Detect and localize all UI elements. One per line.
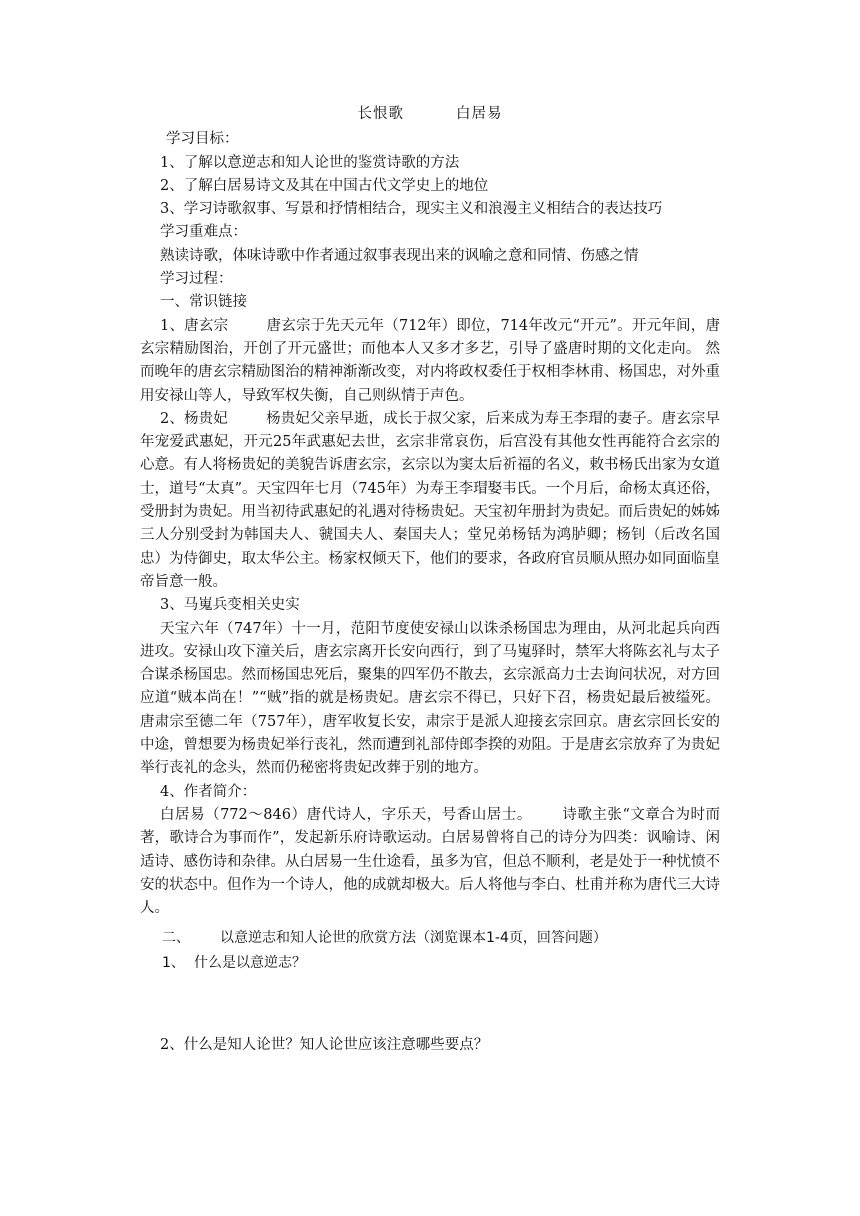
poem-author: 白居易 [456, 106, 503, 122]
question-2: 2、什么是知人论世？知人论世应该注意哪些要点？ [160, 1037, 489, 1054]
item4-text [140, 804, 720, 920]
page-title [140, 103, 720, 126]
section1-heading: 一、常识链接 [160, 294, 247, 311]
goal-2: 2、了解白居易诗文及其在中国古代文学史上的地位 [160, 177, 489, 194]
item4-text-b: 诗歌主张“文章合为时而著，歌诗合为事而作”，发起新乐府诗歌运动。白居易曾将自己的诗分为四类：讽喻诗、闲适诗、感伤诗和杂律。从白居易一生仕途看，虽多为官，但总不顺利，老是处于一种忧愤不安的状态中。但作为一个诗人，他的成就却极大。后人将他与李白、杜甫并称为唐代三大诗人。 [140, 806, 720, 917]
goals-heading: 学习目标： [166, 131, 239, 148]
item3-heading: 3、马嵬兵变相关史实 [160, 597, 300, 614]
section2-text: 以意逆志和知人论世的欣赏方法（浏览课本1-4页，回答问题） [220, 930, 607, 947]
poem-title: 长恨歌 [357, 106, 404, 122]
item-text: 杨贵妃父亲早逝，成长于叔父家，后来成为寿王李瑁的妻子。唐玄宗早年宠爱武惠妃，开元25年武惠妃去世，玄宗非常哀伤，后宫没有其他女性再能符合玄宗的心意。有人将杨贵妃的美貌告诉唐玄宗，玄宗以为窦太后祈福的名义，敕书杨氏出家为女道士，道号“太真”。天宝四年七月（745年）为寿王李瑁娶韦氏。一个月后，命杨太真还俗，受册封为贵妃。用当初待武惠妃的礼遇对待杨贵妃。天宝初年册封为贵妃。而后贵妃的姊姊三人分别受封为韩国夫人、虢国夫人、秦国夫人；堂兄弟杨铦为鸿胪卿；杨钊（后改名国忠）为侍御史，取太华公主。杨家权倾天下，他们的要求，各政府官员顺从照办如同面临皇帝旨意一般。 [140, 410, 721, 590]
question-1-text: 什么是以意逆志？ [194, 955, 306, 972]
item-yang-guifei [140, 408, 720, 594]
difficulty-text: 熟读诗歌，体味诗歌中作者通过叙事表现出来的讽喻之意和同情、伤感之情 [160, 247, 639, 264]
question-1 [140, 950, 720, 976]
item4-text-a: 白居易（772～846）唐代诗人，字乐天，号香山居士。 [160, 806, 532, 823]
question-1-number: 1、 [162, 955, 185, 972]
item-label: 2、杨贵妃 [160, 410, 228, 427]
goal-3: 3、学习诗歌叙事、写景和抒情相结合，现实主义和浪漫主义相结合的表达技巧 [160, 201, 663, 218]
item-text: 唐玄宗于先天元年（712年）即位，714年改元“开元”。开元年间，唐玄宗精励图治，开创了开元盛世；而他本人又多才多艺，引导了盛唐时期的文化走向。 然而晚年的唐玄宗精励图治的精神渐渐改变，对内将政权委任于权相李林甫、杨国忠，对外重用安禄山等人，导致军权失衡，自己则纵情于声色。 [140, 317, 720, 404]
item-tang-xuanzong [140, 315, 720, 408]
item-label: 1、唐玄宗 [160, 317, 229, 334]
document-page [140, 103, 720, 1058]
section2-heading [140, 926, 720, 950]
item4-heading: 4、作者简介： [160, 783, 257, 800]
difficulty-heading: 学习重难点： [160, 224, 247, 241]
item3-text: 天宝六年（747年）十一月，范阳节度使安禄山以诛杀杨国忠为理由，从河北起兵向西进攻。安禄山攻下潼关后，唐玄宗离开长安向西行，到了马嵬驿时，禁军大将陈玄礼与太子合谋杀杨国忠。然而杨国忠死后，聚集的四军仍不散去，玄宗派高力士去询问状况，对方回应道“贼本尚在！”“贼”指的就是杨贵妃。唐玄宗不得已，只好下召，杨贵妃最后被缢死。唐肃宗至德二年（757年），唐军收复长安，肃宗于是派人迎接玄宗回京。唐玄宗回长安的中途，曾想要为杨贵妃举行丧礼，然而遭到礼部侍郎李揆的劝阻。于是唐玄宗放弃了为贵妃举行丧礼的念头，然而仍秘密将贵妃改葬于别的地方。 [140, 620, 720, 777]
section2-number: 二、 [162, 930, 190, 947]
goal-1: 1、了解以意逆志和知人论世的鉴赏诗歌的方法 [160, 154, 460, 171]
process-heading: 学习过程： [160, 271, 233, 288]
